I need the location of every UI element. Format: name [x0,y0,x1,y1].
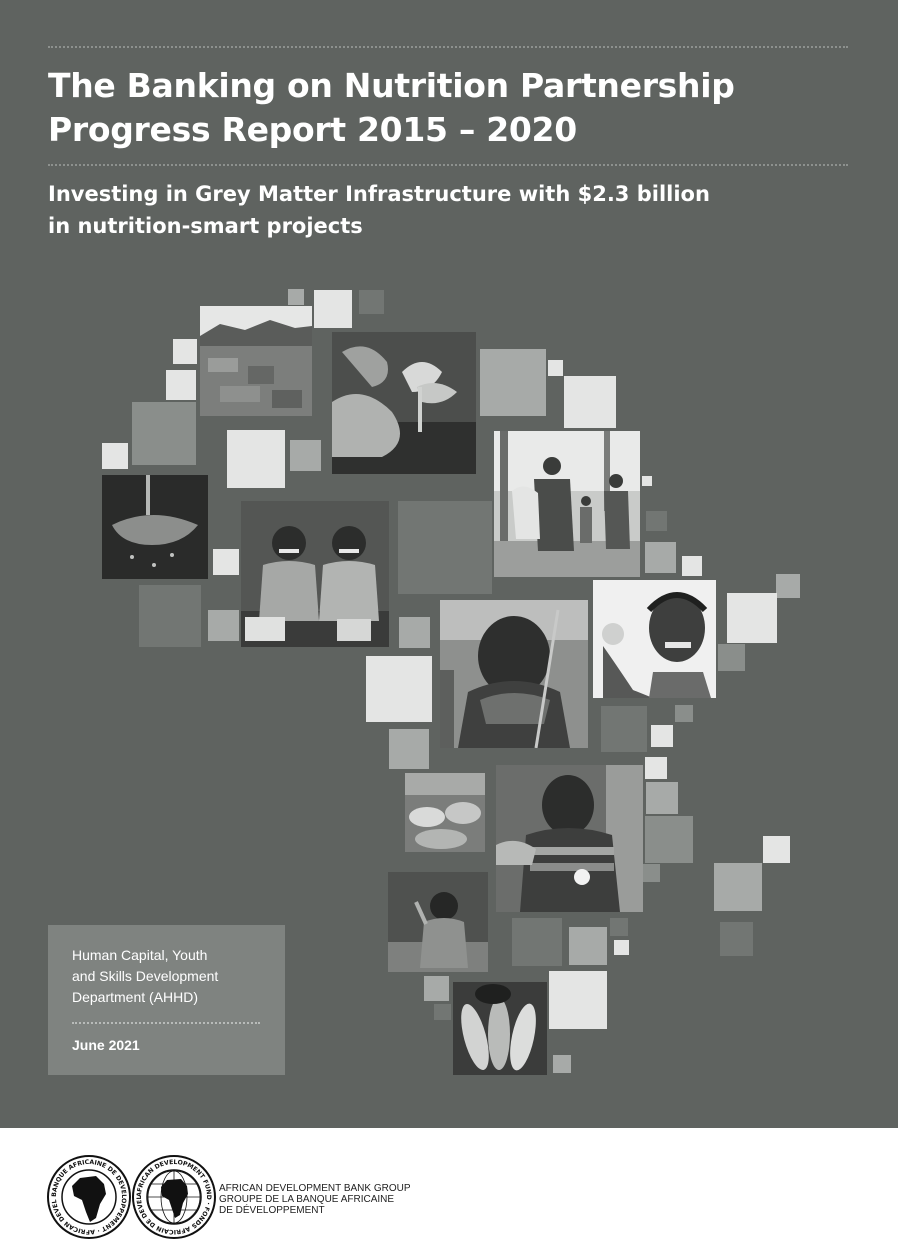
department-line-1: Human Capital, Youth [72,947,208,963]
mosaic-square [213,549,239,575]
mosaic-square [610,918,628,936]
org-name-english: AFRICAN DEVELOPMENT BANK GROUP [219,1183,411,1194]
africa-map-icon [72,1176,106,1222]
info-box-divider [72,1022,260,1024]
africa-map-icon [161,1179,188,1218]
mosaic-square [434,1004,451,1020]
title-line-2: Progress Report 2015 – 2020 [48,110,577,149]
footer [0,1128,898,1254]
girl-apple-photo [593,580,716,698]
subtitle-line-2: in nutrition-smart projects [48,214,363,238]
mosaic-square [714,863,762,911]
mosaic-square [564,376,616,428]
mosaic-square [549,971,607,1029]
mosaic-square [776,574,800,598]
department-line-2: and Skills Development [72,968,219,984]
organization-name [219,1183,411,1216]
mosaic-square [614,940,629,955]
mosaic-square [642,864,660,882]
mosaic-square [173,339,197,364]
mosaic-square [398,501,492,594]
boy-measured-photo [496,765,643,912]
mosaic-square [645,542,676,573]
mosaic-square [359,290,384,314]
mosaic-square [646,511,667,531]
mosaic-square [548,360,563,376]
mosaic-square [682,556,702,576]
mosaic-square [642,476,652,486]
mosaic-square [399,617,430,648]
women-walking-photo [494,431,640,577]
maize-harvest-photo [453,982,547,1075]
water-hands-photo [102,475,208,579]
rural-landscape-photo [200,306,312,416]
mosaic-square [727,593,777,643]
mosaic-square [645,816,693,863]
mosaic-square [569,927,607,965]
title-line-1: The Banking on Nutrition Partnership [48,66,735,105]
department-name [72,945,272,1008]
mosaic-square [651,725,673,747]
report-title [48,64,868,152]
mosaic-square [763,836,790,863]
publication-date: June 2021 [72,1037,140,1053]
african-development-bank-logo [46,1154,132,1240]
mosaic-square [102,443,128,469]
mosaic-square [288,289,304,305]
mosaic-square [720,922,753,956]
seedling-hands-photo [332,332,476,474]
mosaic-square [227,430,285,488]
report-subtitle [48,178,868,242]
african-development-fund-logo [131,1154,217,1240]
logo1-ring-text: BANQUE AFRICAINE DE DEVELOPPEMENT · AFRICAN DEVEL [50,1158,128,1236]
mosaic-square [208,610,239,641]
mosaic-square [314,290,352,328]
mosaic-square [480,349,546,416]
child-eating-photo [388,872,488,972]
mosaic-square [366,656,432,722]
mosaic-square [646,782,678,814]
mosaic-square [553,1055,571,1073]
mosaic-square [675,705,693,722]
food-market-photo [405,773,485,852]
department-info-box [48,925,285,1075]
dotted-divider-middle [48,164,848,166]
mosaic-square [601,706,647,752]
mosaic-square [424,976,449,1001]
org-name-french-line-1: GROUPE DE LA BANQUE AFRICAINE [219,1194,395,1205]
schoolchildren-photo [241,501,389,647]
boy-drinking-photo [440,600,588,748]
mosaic-square [718,644,745,671]
department-line-3: Department (AHHD) [72,989,199,1005]
mosaic-square [166,370,196,400]
mosaic-square [645,757,667,779]
org-name-french-line-2: DE DÉVELOPPEMENT [219,1205,325,1216]
mosaic-square [139,585,201,647]
dotted-divider-top [48,46,848,48]
mosaic-square [389,729,429,769]
mosaic-square [290,440,321,471]
logo2-ring-text: AFRICAN DEVELOPMENT FUND · FONDS AFRICAIN DE DEVEL [135,1158,213,1236]
mosaic-square [132,402,196,465]
mosaic-square [512,918,562,966]
subtitle-line-1: Investing in Grey Matter Infrastructure with $2.3 billion [48,182,710,206]
